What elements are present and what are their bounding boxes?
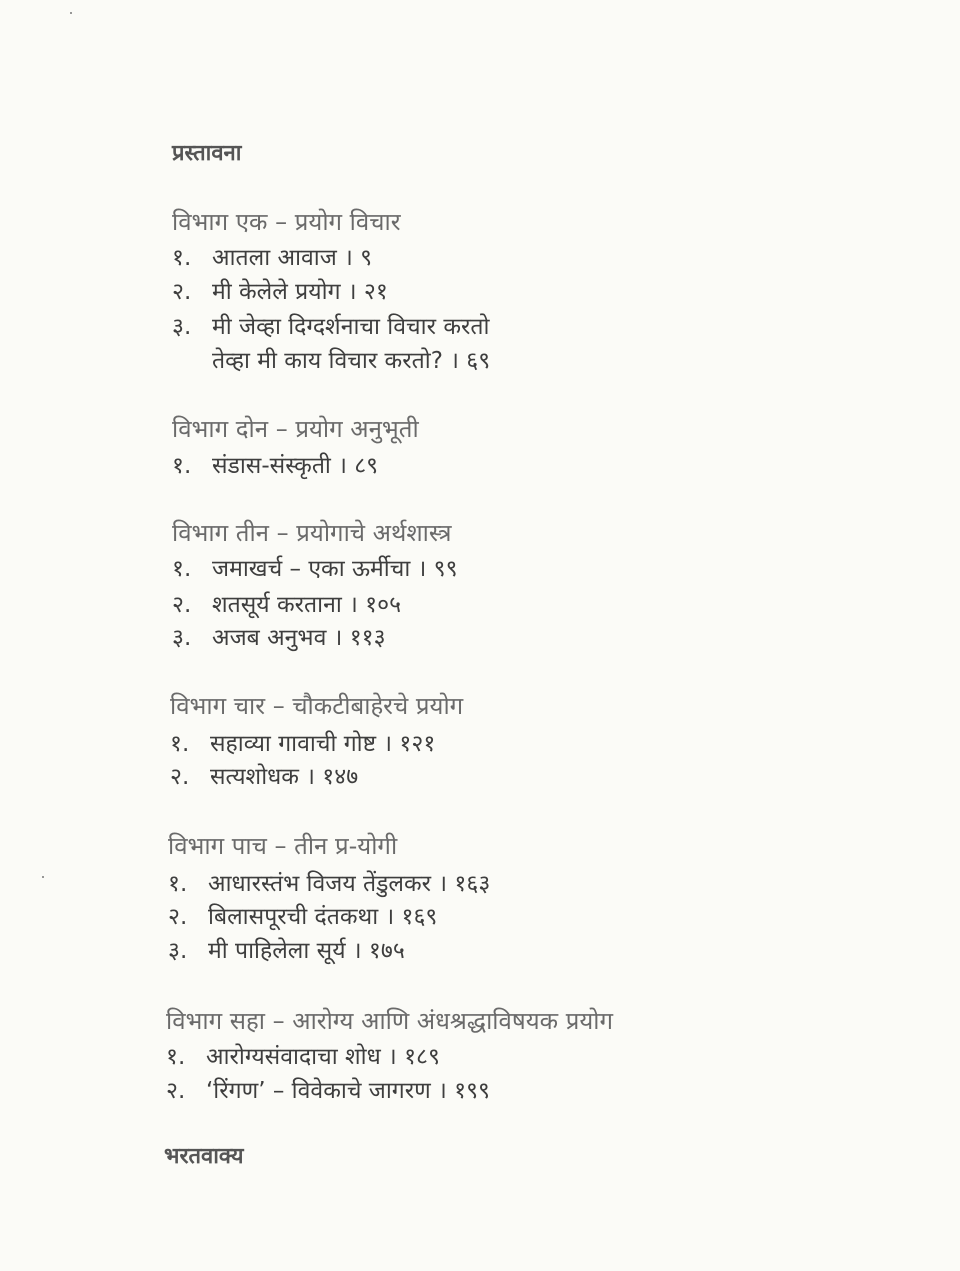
entry-number: ३. (172, 625, 192, 651)
paper-speck (70, 12, 72, 14)
entry-title: आतला आवाज । ९ (212, 245, 373, 271)
toc-entry (168, 899, 437, 931)
entry-number: १. (170, 731, 190, 757)
toc-entry (172, 274, 388, 306)
entry-number: १. (172, 245, 192, 271)
entry-title: बिलासपूरची दंतकथा । १६९ (208, 904, 438, 930)
toc-entry (170, 759, 358, 791)
toc-entry (168, 933, 405, 965)
entry-number: १. (172, 556, 192, 582)
toc-entry (166, 1073, 490, 1105)
toc-entry (166, 1039, 440, 1071)
toc-entry (172, 240, 372, 272)
toc-entry (168, 866, 490, 898)
section-heading: विभाग एक – प्रयोग विचार (172, 208, 401, 236)
entry-title: सहाव्या गावाची गोष्ट । १२१ (210, 731, 436, 757)
entry-title: मी केलेले प्रयोग । २१ (212, 279, 388, 305)
toc-entry (172, 620, 386, 652)
entry-title: संडास-संस्कृती । ८९ (212, 453, 379, 479)
entry-number: १. (172, 453, 192, 479)
entry-number: २. (170, 764, 190, 790)
section-heading: विभाग पाच – तीन प्र-योगी (168, 832, 398, 860)
entry-number: २. (172, 279, 192, 305)
section-heading: विभाग तीन – प्रयोगाचे अर्थशास्त्र (172, 519, 452, 547)
toc-entry (170, 726, 435, 758)
entry-title: अजब अनुभव । ११३ (212, 625, 386, 651)
entry-title: जमाखर्च – एका ऊर्मीचा । ९९ (212, 556, 458, 582)
toc-entry (172, 587, 401, 619)
entry-title: आरोग्यसंवादाचा शोध । १८९ (206, 1044, 440, 1070)
entry-title: शतसूर्य करताना । १०५ (212, 592, 402, 618)
entry-title-continued: तेव्हा मी काय विचार करतो? । ६९ (212, 348, 491, 374)
entry-number: २. (172, 592, 192, 618)
intro-entry: प्रस्तावना (172, 141, 242, 166)
toc-entry (172, 448, 378, 480)
entry-number: २. (166, 1078, 186, 1104)
entry-number: ३. (168, 938, 188, 964)
outro-entry: भरतवाक्य (164, 1144, 244, 1169)
entry-title: मी जेव्हा दिग्दर्शनाचा विचार करतो (212, 314, 490, 340)
section-heading: विभाग चार – चौकटीबाहेरचे प्रयोग (170, 692, 464, 720)
entry-number: ३. (172, 314, 192, 340)
entry-title: सत्यशोधक । १४७ (210, 764, 359, 790)
entry-title: ‘रिंगण’ – विवेकाचे जागरण । १९९ (206, 1078, 490, 1104)
entry-number: १. (168, 871, 188, 897)
entry-number: १. (166, 1044, 186, 1070)
section-heading: विभाग सहा – आरोग्य आणि अंधश्रद्धाविषयक प्रयोग (166, 1007, 614, 1035)
toc-entry (172, 551, 458, 583)
toc-entry (172, 309, 489, 341)
entry-number: २. (168, 904, 188, 930)
entry-title: मी पाहिलेला सूर्य । १७५ (208, 938, 405, 964)
paper-speck (42, 876, 44, 878)
section-heading: विभाग दोन – प्रयोग अनुभूती (172, 415, 419, 443)
entry-title: आधारस्तंभ विजय तेंडुलकर । १६३ (208, 871, 491, 897)
